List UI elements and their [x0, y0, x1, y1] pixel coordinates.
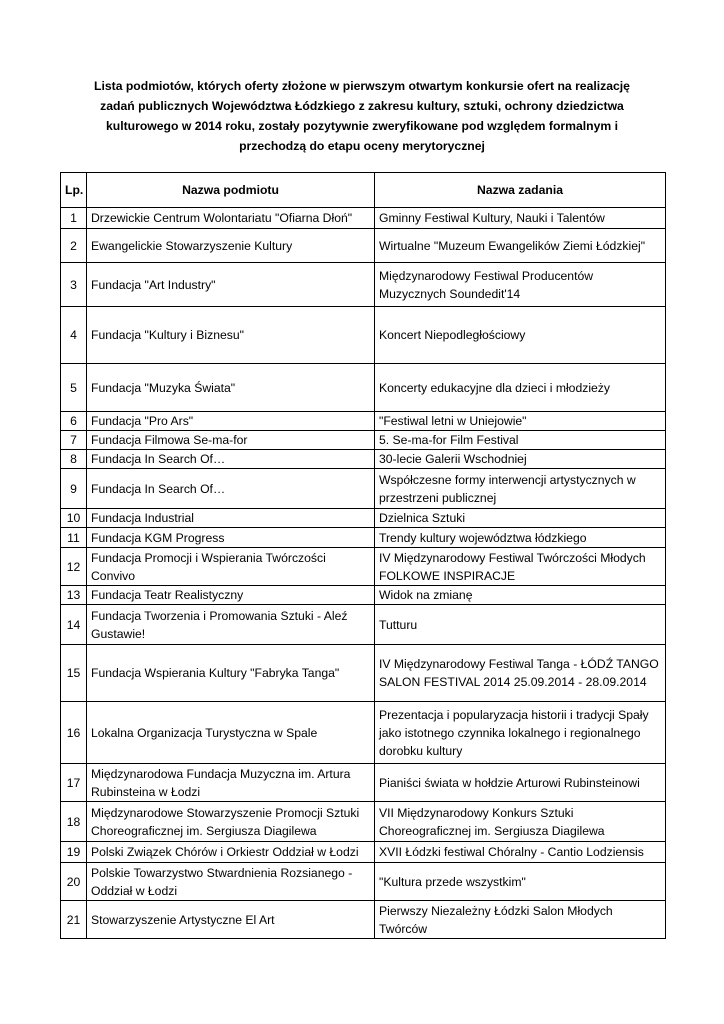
row-entity: Polski Związek Chórów i Orkiestr Oddział w Łodzi [87, 842, 375, 863]
title-line: zadań publicznych Województwa Łódzkiego z zakresu kultury, sztuki, ochrony dziedzictwa [100, 99, 624, 113]
row-task: VII Międzynarodowy Konkurs Sztuki Choreograficznej im. Sergiusza Diagilewa [375, 802, 666, 842]
title-line: Lista podmiotów, których oferty złożone w pierwszym otwartym konkursie ofert na realizację [94, 79, 630, 93]
table-row [61, 509, 666, 528]
table-row [61, 645, 666, 702]
row-lp: 1 [61, 208, 87, 229]
row-entity: Fundacja "Kultury i Biznesu" [87, 307, 375, 364]
row-lp: 4 [61, 307, 87, 364]
row-entity: Fundacja Teatr Realistyczny [87, 586, 375, 605]
table-row [61, 229, 666, 263]
row-entity: Polskie Towarzystwo Stwardnienia Rozsianego - Oddział w Łodzi [87, 863, 375, 901]
row-lp: 13 [61, 586, 87, 605]
table-row [61, 702, 666, 764]
table-header-row [61, 173, 666, 208]
row-entity: Fundacja Wspierania Kultury "Fabryka Tanga" [87, 645, 375, 702]
row-lp: 18 [61, 802, 87, 842]
row-lp: 7 [61, 431, 87, 450]
table-row [61, 450, 666, 469]
header-lp: Lp. [61, 173, 87, 208]
row-entity: Ewangelickie Stowarzyszenie Kultury [87, 229, 375, 263]
row-entity: Fundacja "Pro Ars" [87, 412, 375, 431]
document-title [60, 76, 664, 156]
row-task: Pierwszy Niezależny Łódzki Salon Młodych Twórców [375, 901, 666, 939]
row-task: Dzielnica Sztuki [375, 509, 666, 528]
row-entity: Fundacja Promocji i Wspierania Twórczości Convivo [87, 548, 375, 586]
row-task: Wirtualne "Muzeum Ewangelików Ziemi Łódzkiej" [375, 229, 666, 263]
row-lp: 20 [61, 863, 87, 901]
table-row [61, 764, 666, 802]
row-task: Trendy kultury województwa łódzkiego [375, 528, 666, 548]
table-row [61, 307, 666, 364]
title-line: kulturowego w 2014 roku, zostały pozytywnie zweryfikowane pod względem formalnym i [106, 119, 618, 133]
row-task: Współczesne formy interwencji artystycznych w przestrzeni publicznej [375, 469, 666, 509]
row-lp: 14 [61, 605, 87, 645]
row-task: IV Międzynarodowy Festiwal Tanga - ŁÓDŹ TANGO SALON FESTIVAL 2014 25.09.2014 - 28.09.2014 [375, 645, 666, 702]
row-lp: 2 [61, 229, 87, 263]
row-task: 5. Se-ma-for Film Festival [375, 431, 666, 450]
row-lp: 9 [61, 469, 87, 509]
table-row [61, 802, 666, 842]
row-task: Międzynarodowy Festiwal Producentów Muzycznych Soundedit'14 [375, 263, 666, 307]
row-task: Widok na zmianę [375, 586, 666, 605]
table-row [61, 431, 666, 450]
table-row [61, 605, 666, 645]
row-lp: 3 [61, 263, 87, 307]
row-task: Tutturu [375, 605, 666, 645]
table-row [61, 548, 666, 586]
table-row [61, 263, 666, 307]
row-lp: 12 [61, 548, 87, 586]
row-lp: 8 [61, 450, 87, 469]
row-task: Gminny Festiwal Kultury, Nauki i Talentów [375, 208, 666, 229]
entities-table [60, 172, 666, 939]
row-lp: 15 [61, 645, 87, 702]
table-row [61, 364, 666, 412]
table-row [61, 863, 666, 901]
row-lp: 19 [61, 842, 87, 863]
row-lp: 17 [61, 764, 87, 802]
table-row [61, 412, 666, 431]
row-task: IV Międzynarodowy Festiwal Twórczości Młodych FOLKOWE INSPIRACJE [375, 548, 666, 586]
table-row [61, 469, 666, 509]
row-entity: Międzynarodowe Stowarzyszenie Promocji Sztuki Choreograficznej im. Sergiusza Diagilewa [87, 802, 375, 842]
header-entity: Nazwa podmiotu [87, 173, 375, 208]
row-entity: Fundacja Industrial [87, 509, 375, 528]
row-task: Koncerty edukacyjne dla dzieci i młodzieży [375, 364, 666, 412]
table-row [61, 842, 666, 863]
row-entity: Międzynarodowa Fundacja Muzyczna im. Artura Rubinsteina w Łodzi [87, 764, 375, 802]
row-entity: Fundacja In Search Of… [87, 469, 375, 509]
header-task: Nazwa zadania [375, 173, 666, 208]
row-entity: Stowarzyszenie Artystyczne El Art [87, 901, 375, 939]
row-entity: Drzewickie Centrum Wolontariatu "Ofiarna Dłoń" [87, 208, 375, 229]
row-lp: 10 [61, 509, 87, 528]
table-row [61, 208, 666, 229]
row-task: "Kultura przede wszystkim" [375, 863, 666, 901]
row-task: XVII Łódzki festiwal Chóralny - Cantio Lodziensis [375, 842, 666, 863]
row-entity: Lokalna Organizacja Turystyczna w Spale [87, 702, 375, 764]
row-lp: 5 [61, 364, 87, 412]
row-lp: 16 [61, 702, 87, 764]
row-task: 30-lecie Galerii Wschodniej [375, 450, 666, 469]
row-entity: Fundacja "Muzyka Świata" [87, 364, 375, 412]
row-entity: Fundacja KGM Progress [87, 528, 375, 548]
title-line: przechodzą do etapu oceny merytorycznej [239, 139, 485, 153]
row-task: "Festiwal letni w Uniejowie" [375, 412, 666, 431]
row-entity: Fundacja Filmowa Se-ma-for [87, 431, 375, 450]
table-row [61, 901, 666, 939]
table-row [61, 586, 666, 605]
row-entity: Fundacja "Art Industry" [87, 263, 375, 307]
row-task: Pianiści świata w hołdzie Arturowi Rubinsteinowi [375, 764, 666, 802]
row-entity: Fundacja Tworzenia i Promowania Sztuki - Aleź Gustawie! [87, 605, 375, 645]
table-row [61, 528, 666, 548]
row-lp: 6 [61, 412, 87, 431]
row-task: Koncert Niepodległościowy [375, 307, 666, 364]
row-entity: Fundacja In Search Of… [87, 450, 375, 469]
row-lp: 11 [61, 528, 87, 548]
row-task: Prezentacja i popularyzacja historii i tradycji Spały jako istotnego czynnika lokalnego i regionalnego dorobku kultury [375, 702, 666, 764]
row-lp: 21 [61, 901, 87, 939]
